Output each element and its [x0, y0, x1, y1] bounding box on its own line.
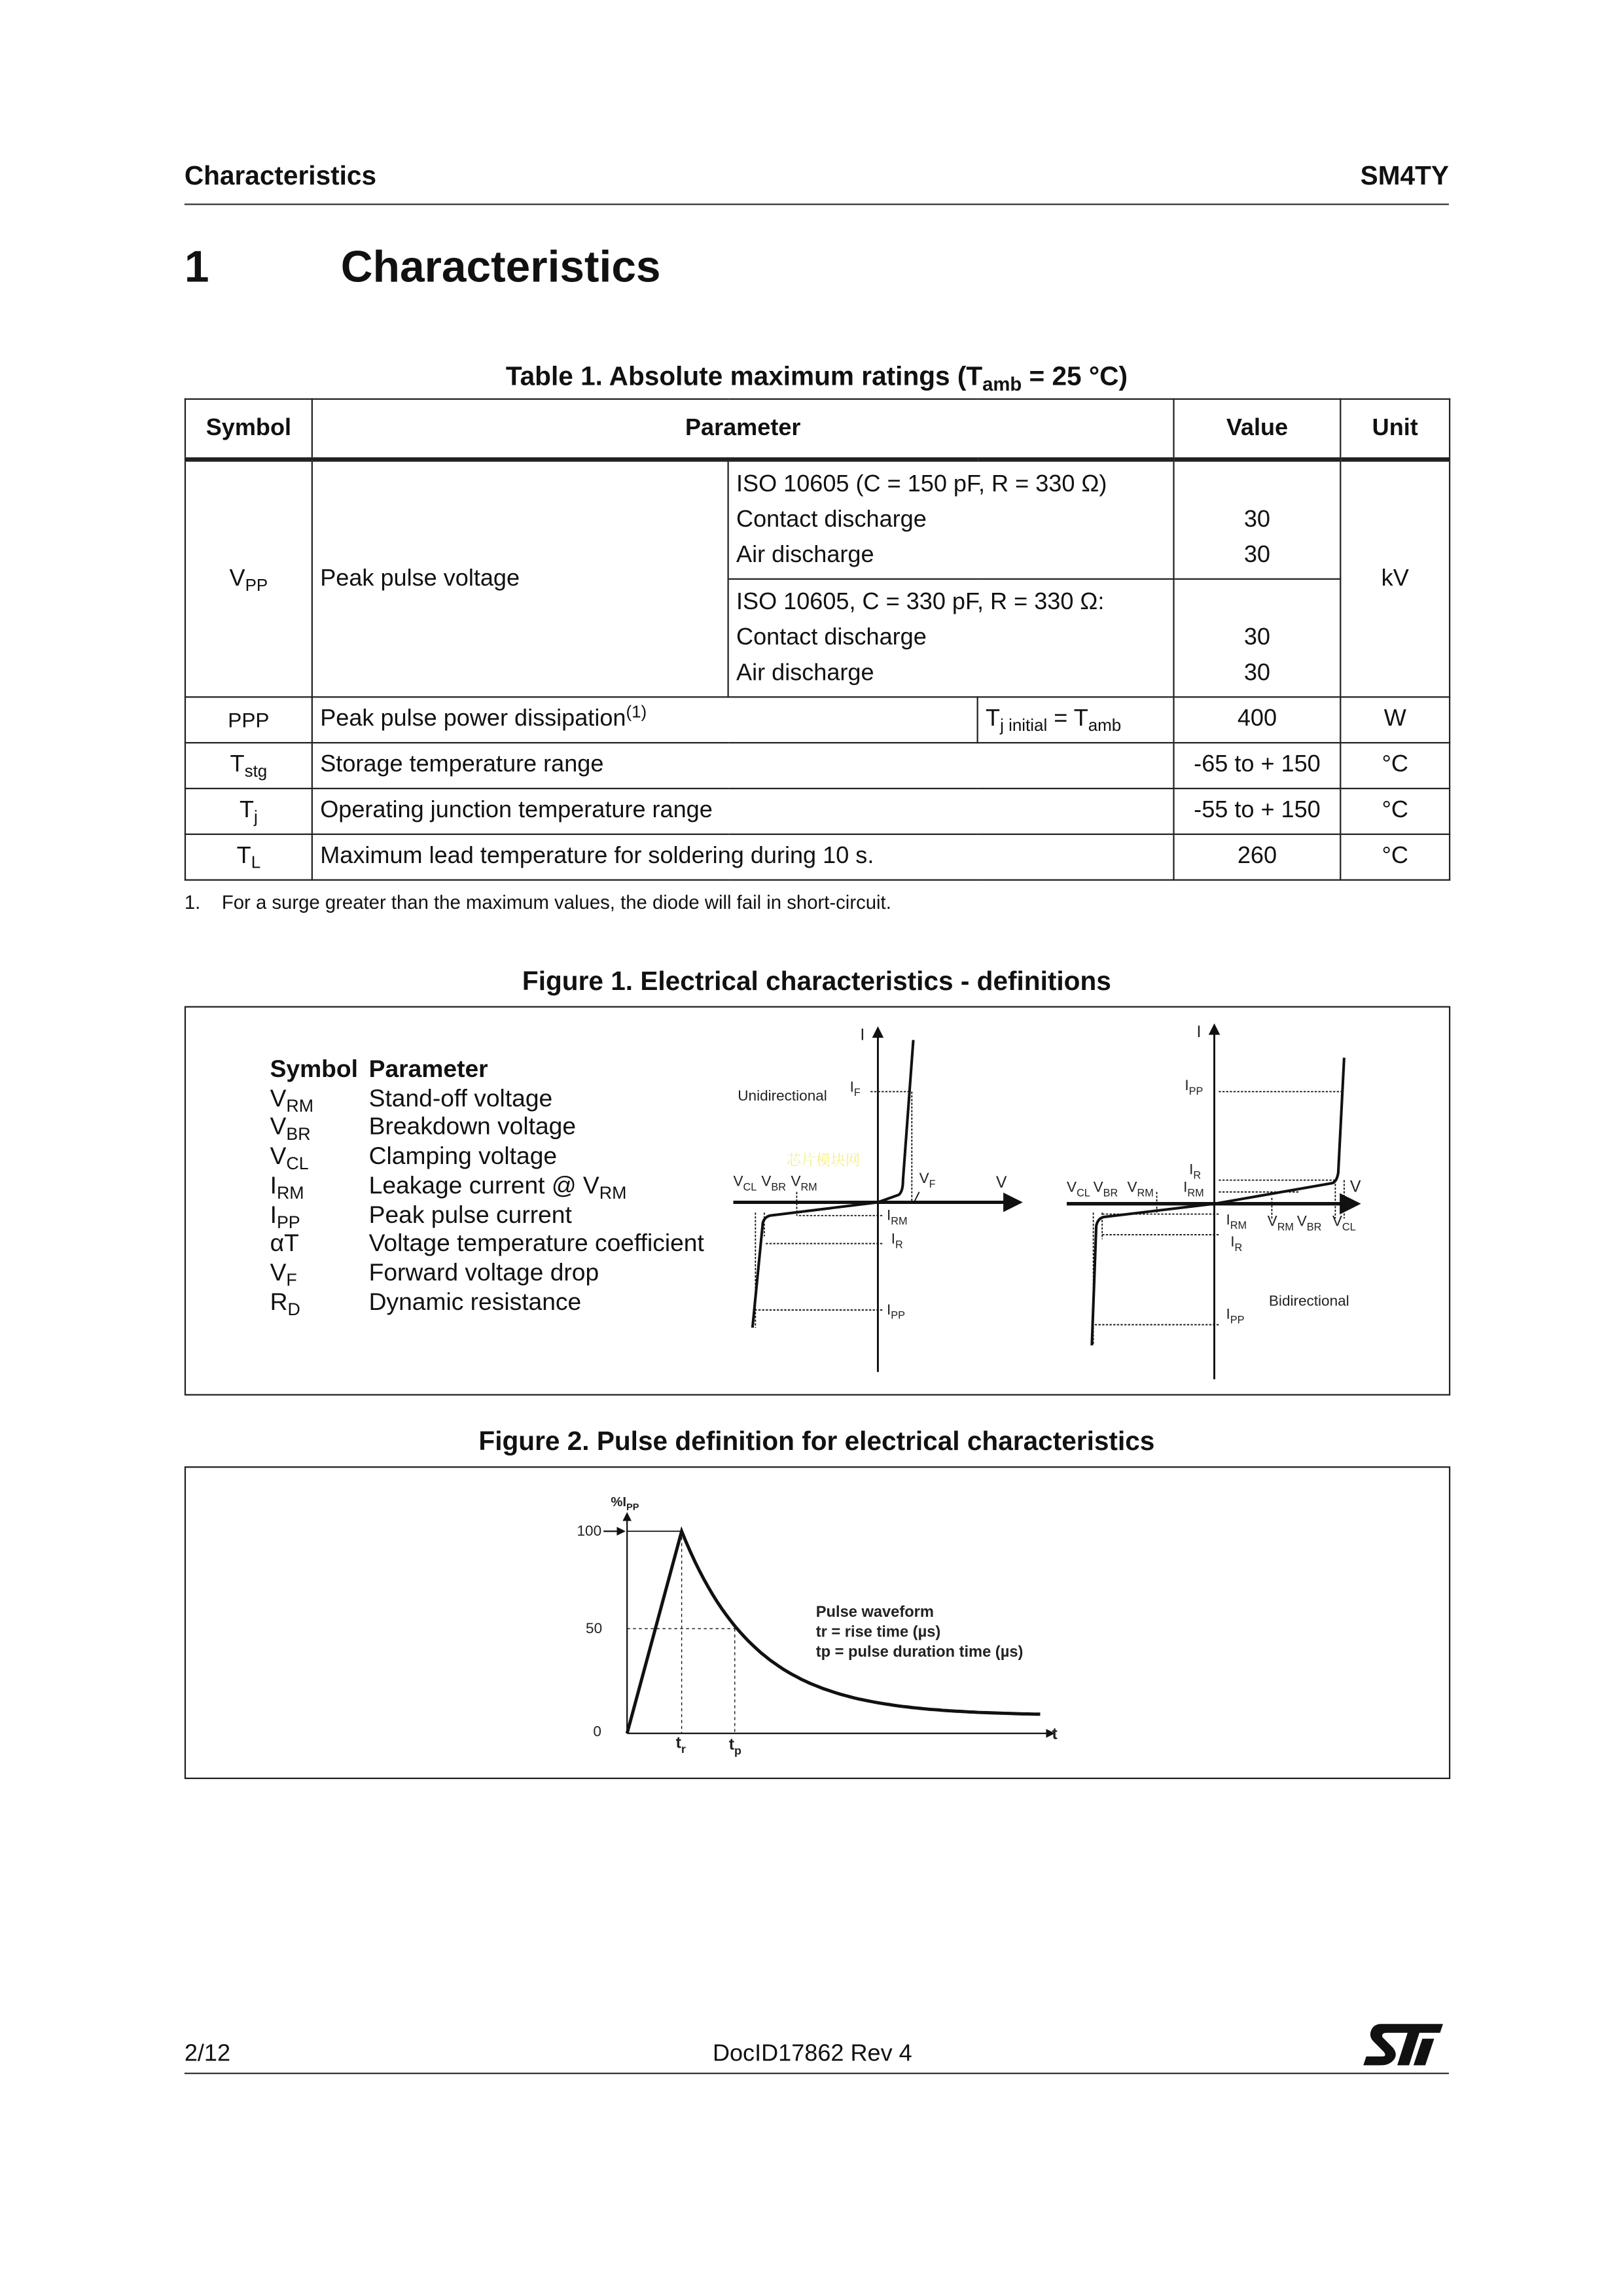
y-tick-100: 100	[577, 1522, 602, 1539]
caption-sub: amb	[982, 373, 1022, 395]
symbol-sub: F	[286, 1269, 297, 1290]
value-air: 30	[1243, 542, 1270, 567]
footnote-ref: (1)	[626, 703, 647, 722]
col-unit: Unit	[1340, 399, 1450, 459]
vbr-label: $V_{BR}$	[1093, 1178, 1118, 1199]
parameter-text: Breakdown voltage	[368, 1114, 577, 1141]
cell-symbol: PPP	[185, 697, 312, 743]
col-symbol: Symbol	[185, 399, 312, 459]
parameter-text: Voltage temperature coefficient	[368, 1230, 704, 1258]
watermark: 芯片模块网	[786, 1152, 861, 1169]
section-title: Characteristics	[340, 243, 661, 292]
header-section: Characteristics	[184, 160, 377, 190]
cell-unit: °C	[1340, 788, 1450, 834]
condition-contact: Contact discharge	[736, 624, 927, 650]
cell-parameter: Maximum lead temperature for soldering during 10 s.	[312, 834, 1174, 880]
symbol-main: αT	[270, 1230, 299, 1258]
symbol-main: R	[270, 1288, 288, 1316]
condition-title: ISO 10605 (C = 150 pF, R = 330 Ω)	[736, 471, 1107, 497]
vbr-label: $V_{BR}$	[761, 1173, 786, 1193]
caption-text: Table 1. Absolute maximum ratings (T	[505, 361, 983, 391]
tp-label: $t_p$	[728, 1735, 741, 1757]
condition-title: ISO 10605, C = 330 pF, R = 330 Ω:	[736, 589, 1105, 615]
parameter-sub: RM	[599, 1182, 627, 1203]
cond-text: = T	[1047, 706, 1088, 732]
symbol: T	[230, 752, 245, 778]
cell-unit: °C	[1340, 743, 1450, 788]
cond-sub: amb	[1088, 717, 1122, 735]
footer-rule	[185, 2073, 1449, 2074]
figure1-caption: Figure 1. Electrical characteristics - definitions	[522, 966, 1111, 996]
symbol-sub: PP	[245, 576, 268, 595]
symbol-sub: j	[254, 809, 258, 827]
cond-text: T	[986, 706, 1001, 732]
value-contact: 30	[1243, 624, 1270, 650]
symbol-main: I	[270, 1201, 277, 1228]
vf-label: $V_F$	[919, 1170, 936, 1190]
vrm-label: $V_{RM}$	[1127, 1178, 1154, 1199]
vbr-label: $V_{BR}$	[1296, 1212, 1322, 1233]
parameter-text: Leakage current @ V	[368, 1172, 599, 1199]
symbol-main: V	[270, 1085, 287, 1112]
vcl-label: $V_{CL}$	[733, 1173, 757, 1193]
cell-value: 400	[1174, 697, 1341, 743]
st-logo	[1361, 2021, 1446, 2068]
x-axis-label: t	[1052, 1725, 1058, 1744]
vcl-label: $V_{CL}$	[1067, 1178, 1090, 1199]
condition-air: Air discharge	[736, 542, 874, 567]
symbol-main: V	[270, 1260, 287, 1286]
parameter-text: Forward voltage drop	[368, 1260, 599, 1286]
ir-label: $I_R$	[1230, 1233, 1243, 1254]
cell-unit: °C	[1340, 834, 1450, 880]
value-contact: 30	[1243, 506, 1270, 532]
symbol: T	[239, 798, 255, 824]
parameter-text: Peak pulse current	[368, 1201, 572, 1228]
if-label: $I_F$	[849, 1078, 861, 1099]
irm-label: $I_{RM}$	[886, 1207, 908, 1227]
parameter-text: Dynamic resistance	[368, 1288, 582, 1316]
i-axis-label: I	[1196, 1023, 1202, 1041]
legend-header-symbol: Symbol	[270, 1056, 358, 1083]
symbol-sub: D	[287, 1298, 300, 1319]
ir-label: $I_R$	[891, 1230, 903, 1251]
symbol-main: V	[270, 1143, 287, 1171]
footer-page-number: 2/12	[184, 2041, 231, 2067]
cell-value: -55 to + 150	[1174, 788, 1341, 834]
pulse-legend-line: Pulse waveform	[815, 1603, 934, 1621]
cell-parameter: Peak pulse voltage	[312, 459, 728, 697]
y-tick-50: 50	[586, 1619, 603, 1636]
symbol-sub: RM	[286, 1095, 314, 1116]
y-axis-label: $\%I_{PP}$	[611, 1494, 639, 1513]
cell-value: -65 to + 150	[1174, 743, 1341, 788]
v-axis-label: V	[995, 1173, 1007, 1192]
vrm-label: $V_{RM}$	[791, 1173, 817, 1193]
symbol-sub: RM	[276, 1182, 304, 1203]
caption-text: = 25 °C)	[1022, 361, 1128, 391]
ipp-label: $I_{PP}$	[886, 1301, 905, 1322]
ir-label: $I_R$	[1189, 1161, 1202, 1182]
parameter-text: Clamping voltage	[368, 1143, 558, 1171]
condition-air: Air discharge	[736, 660, 874, 686]
bidirectional-label: Bidirectional	[1268, 1292, 1349, 1309]
condition-contact: Contact discharge	[736, 506, 927, 532]
symbol-main: I	[270, 1172, 277, 1199]
cell-parameter: Storage temperature range	[312, 743, 1174, 788]
footer-doc-id: DocID17862 Rev 4	[712, 2041, 912, 2067]
pulse-legend-line: tp = pulse duration time (µs)	[815, 1643, 1024, 1661]
irm-label: $I_{RM}$	[1183, 1178, 1204, 1199]
col-parameter: Parameter	[312, 399, 1174, 459]
symbol-sub: CL	[286, 1153, 309, 1174]
symbol-sub: BR	[286, 1123, 311, 1145]
header-part-number: SM4TY	[1360, 160, 1449, 190]
symbol-sub: PP	[276, 1211, 300, 1232]
symbol: V	[229, 565, 245, 591]
ipp-label: $I_{PP}$	[1226, 1305, 1245, 1326]
irm-label: $I_{RM}$	[1226, 1211, 1247, 1232]
table-footnote: 1. For a surge greater than the maximum values, the diode will fail in short-circuit.	[184, 891, 891, 913]
y-tick-0: 0	[593, 1723, 601, 1740]
tr-label: $t_r$	[675, 1734, 686, 1756]
section-number: 1	[184, 243, 209, 292]
v-axis-label: V	[1349, 1178, 1361, 1196]
parameter-text: Stand-off voltage	[368, 1085, 553, 1112]
symbol-sub: L	[251, 855, 261, 873]
symbol-sub: stg	[244, 763, 268, 781]
symbol-main: V	[270, 1114, 287, 1141]
cell-value: 260	[1174, 834, 1341, 880]
parameter-text: Peak pulse power dissipation	[320, 706, 626, 732]
figure2-caption: Figure 2. Pulse definition for electrical characteristics	[478, 1426, 1155, 1457]
unidirectional-label: Unidirectional	[738, 1087, 827, 1104]
ipp-label: $I_{PP}$	[1185, 1077, 1204, 1097]
pulse-legend-line: tr = rise time (µs)	[815, 1623, 941, 1641]
i-axis-label: I	[860, 1026, 865, 1044]
legend-header-parameter: Parameter	[368, 1056, 488, 1083]
cell-parameter: Operating junction temperature range	[312, 788, 1174, 834]
value-air: 30	[1243, 660, 1270, 686]
col-value: Value	[1174, 399, 1341, 459]
vcl-label: $V_{CL}$	[1332, 1212, 1356, 1233]
cell-unit: W	[1340, 697, 1450, 743]
symbol: T	[236, 843, 251, 869]
vrm-label: $V_{RM}$	[1267, 1212, 1294, 1233]
cond-sub: j initial	[1000, 717, 1048, 735]
cell-unit: kV	[1340, 459, 1450, 697]
